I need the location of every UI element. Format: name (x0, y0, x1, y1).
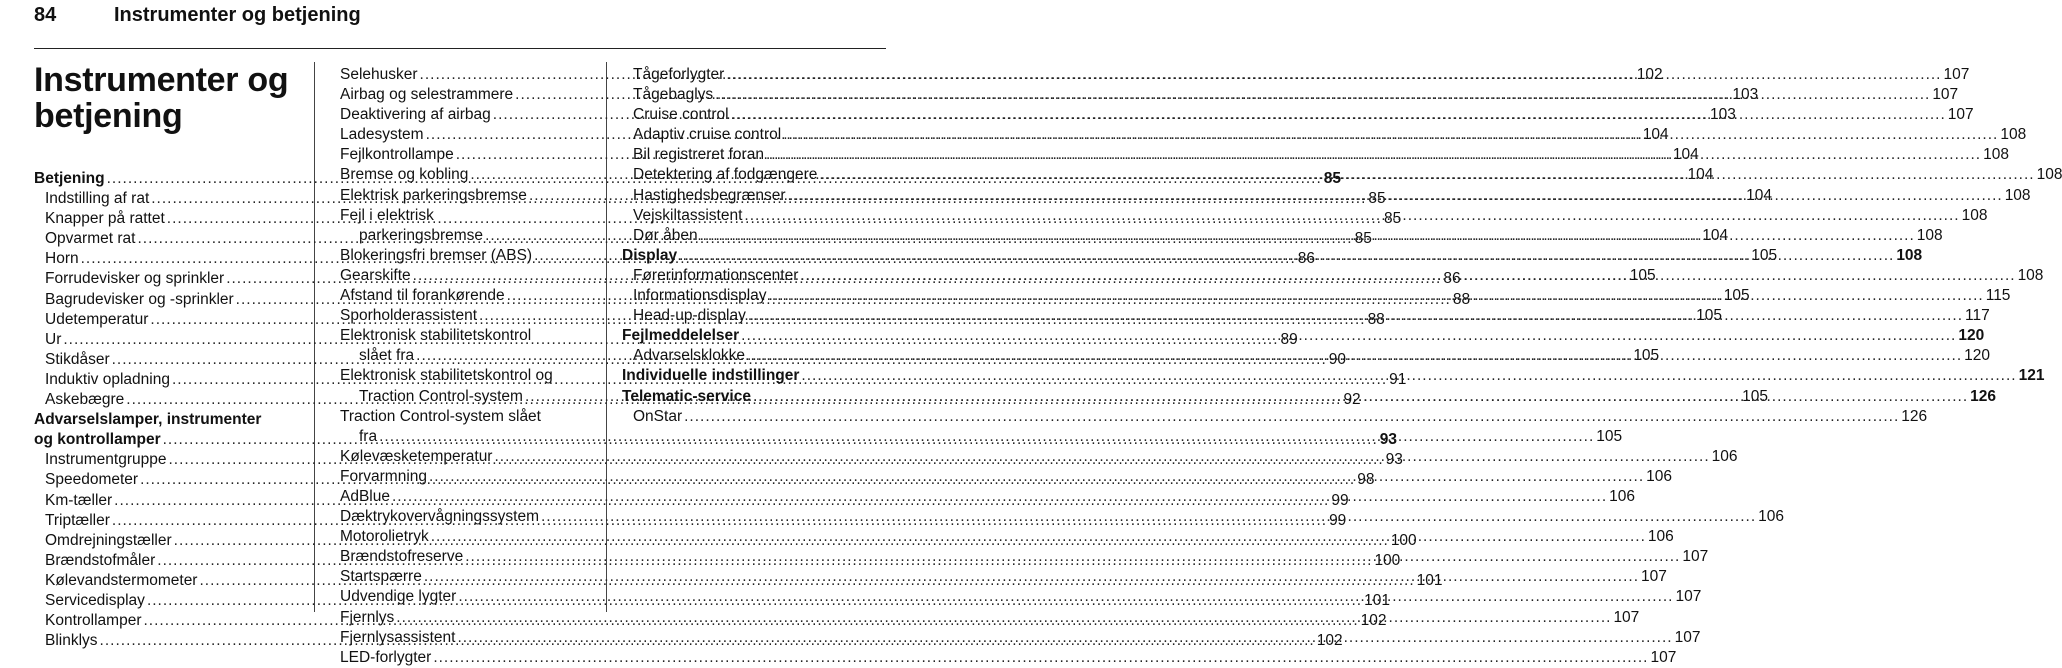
toc-page-number: 91 (1389, 370, 1407, 388)
toc-page-number: 126 (1970, 387, 1997, 405)
toc-page-number: 107 (1932, 86, 1959, 104)
toc-section-title: Fejlmeddelelser (622, 327, 740, 345)
toc-entry-title: Udvendige lygter (340, 588, 457, 606)
toc-entry-line-1[interactable]: Elektronisk stabilitetskontrol og (340, 367, 553, 385)
toc-entry-title: Advarselsklokke (633, 347, 745, 365)
toc-entry-title: Dør åben (633, 226, 698, 244)
toc-page-number: 102 (1636, 66, 1663, 83)
toc-page-number: 107 (1943, 66, 1970, 83)
toc-page-number: 85 (1323, 170, 1342, 187)
toc-leader (819, 165, 2034, 185)
toc-entry-title: Vejskiltassistent (633, 206, 743, 224)
toc-entry-title: Opvarmet rat (45, 230, 136, 248)
toc-page-number: 106 (1646, 467, 1673, 485)
toc-page-number: 108 (1983, 146, 2009, 164)
toc-page-number: 107 (1682, 548, 1709, 566)
toc-page-number: 103 (1709, 106, 1736, 124)
toc-page-number: 92 (1343, 391, 1361, 409)
toc-leader (801, 366, 2016, 386)
toc-entry-title: AdBlue (340, 487, 390, 505)
toc-entry-title: Gearskifte (340, 266, 411, 284)
toc-entry[interactable] (340, 648, 1677, 668)
toc-entry-title: Horn (45, 250, 79, 268)
toc-page-number: 104 (1672, 146, 1699, 164)
chapter-title-line-1: Instrumenter og (34, 61, 289, 99)
toc-page-number: 88 (1367, 310, 1385, 328)
toc-page-number: 102 (1316, 632, 1343, 650)
chapter-title (34, 62, 304, 134)
toc-entry-title: Speedometer (45, 471, 139, 489)
toc-page-number: 108 (2000, 126, 2027, 144)
toc-entry-title: Servicedisplay (45, 591, 145, 609)
toc-entry-title: Kølevandstermometer (45, 571, 198, 589)
toc-entry-title: Ladesystem (340, 126, 424, 144)
toc-entry-title: Stikdåser (45, 350, 110, 368)
toc-entry-title: fra (359, 427, 378, 445)
toc-entry-title: Elektrisk parkeringsbremse (340, 186, 527, 204)
toc-page-number: 117 (1965, 307, 1990, 325)
toc-entry-title: Triptæller (45, 511, 110, 529)
toc-leader (392, 487, 1607, 507)
toc-leader (769, 286, 1984, 306)
toc-entry-title: Head-up-display (633, 307, 746, 325)
toc-leader (741, 326, 1956, 346)
toc-leader (726, 65, 1941, 85)
toc-leader (458, 587, 1673, 607)
toc-entry[interactable] (622, 407, 1928, 427)
toc-page-number: 90 (1328, 350, 1347, 368)
toc-entry-title: Induktiv opladning (45, 370, 170, 388)
toc-entry-title: Airbag og selestrammere (340, 86, 514, 104)
toc-page-number: 108 (1896, 246, 1923, 264)
header-rule (34, 48, 886, 49)
toc-page-number: 93 (1385, 451, 1403, 469)
toc-entry-line-1[interactable]: Elektronisk stabilitetskontrol (340, 327, 532, 345)
toc-entry-title: Bagrudevisker og -sprinkler (45, 290, 234, 308)
toc-page-number: 105 (1596, 427, 1623, 445)
toc-entry-title: Informationsdisplay (633, 287, 767, 305)
toc-leader (457, 628, 1672, 648)
toc-page-number: 101 (1364, 591, 1390, 609)
toc-leader (766, 145, 1981, 165)
toc-leader (679, 246, 1894, 266)
toc-page-number: 107 (1650, 648, 1677, 666)
toc-entry-title: parkeringsbremse (359, 226, 484, 244)
toc-entry-title: Kølevæsketemperatur (340, 447, 493, 465)
toc-section-title: Betjening (34, 170, 105, 187)
toc-leader (753, 387, 1968, 407)
toc-entry-title: Blinklys (45, 632, 98, 650)
toc-entry-title: Adaptiv cruise control (633, 126, 782, 144)
toc-entry-title: Fjernlysassistent (340, 628, 456, 646)
toc-entry-title: Motorolietryk (340, 528, 429, 546)
toc-page-number: 85 (1354, 230, 1372, 248)
toc-leader (788, 186, 2003, 206)
toc-page-number: 105 (1696, 307, 1723, 325)
toc-page-number: 108 (1961, 206, 1988, 224)
toc-entry-title: Detektering af fodgængere (633, 166, 818, 184)
chapter-title-line-2: betjening (34, 97, 183, 135)
toc-page-number: 107 (1641, 568, 1667, 586)
toc-entry-title: Askebægre (45, 391, 125, 409)
toc-leader (494, 447, 1709, 467)
toc-page-number: 106 (1647, 528, 1674, 546)
toc-page-number: 108 (2036, 166, 2062, 184)
toc-entry-title: Knapper på rattet (45, 210, 165, 228)
toc-leader (783, 125, 1998, 145)
toc-entry-title: Brændstofmåler (45, 551, 156, 569)
toc-entry-title: Fejlkontrollampe (340, 146, 454, 164)
toc-page-number: 106 (1609, 487, 1636, 505)
toc-page-number: 98 (1357, 471, 1375, 489)
toc-page-number: 105 (1633, 347, 1660, 365)
toc-page-number: 100 (1390, 531, 1417, 549)
toc-leader (715, 85, 1930, 105)
toc-entry-title: Omdrejningstæller (45, 531, 172, 549)
toc-page-number: 108 (1916, 226, 1943, 244)
toc-page-number: 103 (1732, 86, 1759, 104)
toc-page-number: 115 (1985, 287, 2011, 305)
toc-page-number: 105 (1629, 266, 1656, 284)
toc-page-number: 104 (1746, 186, 1772, 204)
toc-entry-line-1[interactable]: Traction Control-system slået (340, 407, 541, 425)
toc-leader (747, 346, 1962, 366)
toc-entry-title: Brændstofreserve (340, 548, 464, 566)
toc-section-title: og kontrollamper (34, 431, 161, 449)
toc-page-number: 107 (1613, 608, 1640, 626)
toc-section-advarsel-line-1[interactable]: Advarselslamper, instrumenter (34, 411, 262, 429)
toc-page-number: 104 (1687, 166, 1714, 184)
toc-page-number: 121 (2018, 367, 2045, 385)
toc-entry-title: Tågeforlygter (633, 66, 725, 83)
toc-page-number: 106 (1758, 508, 1785, 526)
running-title: Instrumenter og betjening (114, 4, 361, 26)
toc-page-number: 93 (1379, 431, 1398, 449)
toc-page-number: 88 (1452, 290, 1471, 308)
toc-leader (731, 105, 1946, 125)
toc-page-number: 99 (1331, 491, 1349, 509)
toc-leader (541, 507, 1756, 527)
toc-page-number: 99 (1329, 511, 1347, 529)
toc-entry-title: Sporholderassistent (340, 307, 477, 325)
toc-leader (748, 306, 1963, 326)
toc-page-number: 120 (1964, 347, 1991, 365)
toc-entry-title: Forrudevisker og sprinkler (45, 270, 225, 288)
toc-page-number: 89 (1280, 330, 1298, 348)
toc-entry-title: Instrumentgruppe (45, 451, 167, 469)
toc-entry-title: Cruise control (633, 106, 729, 124)
toc-entry-title: Hastighedsbegrænser (633, 186, 786, 204)
toc-entry-title: Startspærre (340, 568, 422, 586)
toc-page-number: 86 (1297, 250, 1316, 268)
toc-leader (800, 266, 2015, 286)
toc-section-title: Telematic-service (622, 387, 751, 405)
toc-entry-line-1[interactable]: Fejl i elektrisk (340, 206, 434, 224)
toc-entry-title: Selehusker (340, 66, 418, 83)
toc-entry-title: Ur (45, 330, 62, 348)
toc-entry-title: Blokeringsfri bremser (ABS) (340, 246, 533, 264)
toc-entry-title: Førerinformationscenter (633, 266, 799, 284)
toc-page-number: 86 (1443, 270, 1461, 288)
toc-page-number: 105 (1742, 387, 1768, 405)
toc-page-number: 105 (1723, 287, 1750, 305)
toc-page-number: 105 (1751, 246, 1778, 264)
toc-entry-title: slået fra (359, 347, 415, 365)
toc-entry-title: LED-forlygter (340, 648, 432, 666)
toc-entry-title: Tågebaglys (633, 86, 714, 104)
toc-page-number: 104 (1702, 226, 1729, 244)
toc-page-number: 104 (1642, 126, 1669, 144)
page-number: 84 (34, 4, 57, 26)
toc-leader (700, 226, 1915, 246)
toc-entry-title: Traction Control-system (359, 387, 523, 405)
toc-page-number: 107 (1674, 628, 1701, 646)
toc-entry-title: Km-tæller (45, 491, 113, 509)
toc-entry-title: Kontrollamper (45, 612, 142, 630)
toc-leader (424, 567, 1639, 587)
toc-entry-title: OnStar (633, 407, 683, 425)
toc-leader (744, 206, 1959, 226)
toc-section-title: Display (622, 246, 678, 264)
toc-entry-title: Dæktrykovervågningssystem (340, 508, 539, 526)
toc-leader (396, 608, 1611, 628)
toc-leader (429, 467, 1644, 487)
toc-leader (465, 547, 1680, 567)
toc-page-number: 107 (1947, 106, 1974, 124)
toc-entry-title: Bremse og kobling (340, 166, 469, 184)
toc-leader (431, 527, 1646, 547)
toc-page-number: 85 (1368, 190, 1386, 208)
toc-entry-title: Indstilling af rat (45, 190, 150, 208)
toc-page-number: 108 (2004, 186, 2031, 204)
toc-page-number: 102 (1360, 612, 1387, 630)
toc-entry-title: Udetemperatur (45, 310, 149, 328)
toc-leader (379, 427, 1594, 447)
toc-page-number: 100 (1374, 551, 1401, 569)
toc-page-number: 106 (1711, 447, 1738, 465)
toc-page-number: 101 (1416, 571, 1443, 589)
toc-entry-title: Bil registreret foran (633, 146, 764, 164)
toc-entry-title: Deaktivering af airbag (340, 106, 491, 124)
toc-page-number: 108 (2017, 266, 2044, 284)
toc-page-number: 120 (1958, 327, 1985, 345)
toc-entry-title: Afstand til forankørende (340, 287, 505, 305)
page-header (34, 2, 886, 46)
toc-entry-title: Forvarmning (340, 467, 427, 485)
toc-page-number: 126 (1901, 407, 1928, 425)
toc-entry-title: Fjernlys (340, 608, 395, 626)
toc-leader (433, 648, 1648, 668)
toc-page-number: 107 (1675, 588, 1702, 606)
toc-page-number: 85 (1383, 210, 1402, 228)
toc-leader (684, 407, 1899, 427)
toc-section-title: Individuelle indstillinger (622, 367, 800, 385)
